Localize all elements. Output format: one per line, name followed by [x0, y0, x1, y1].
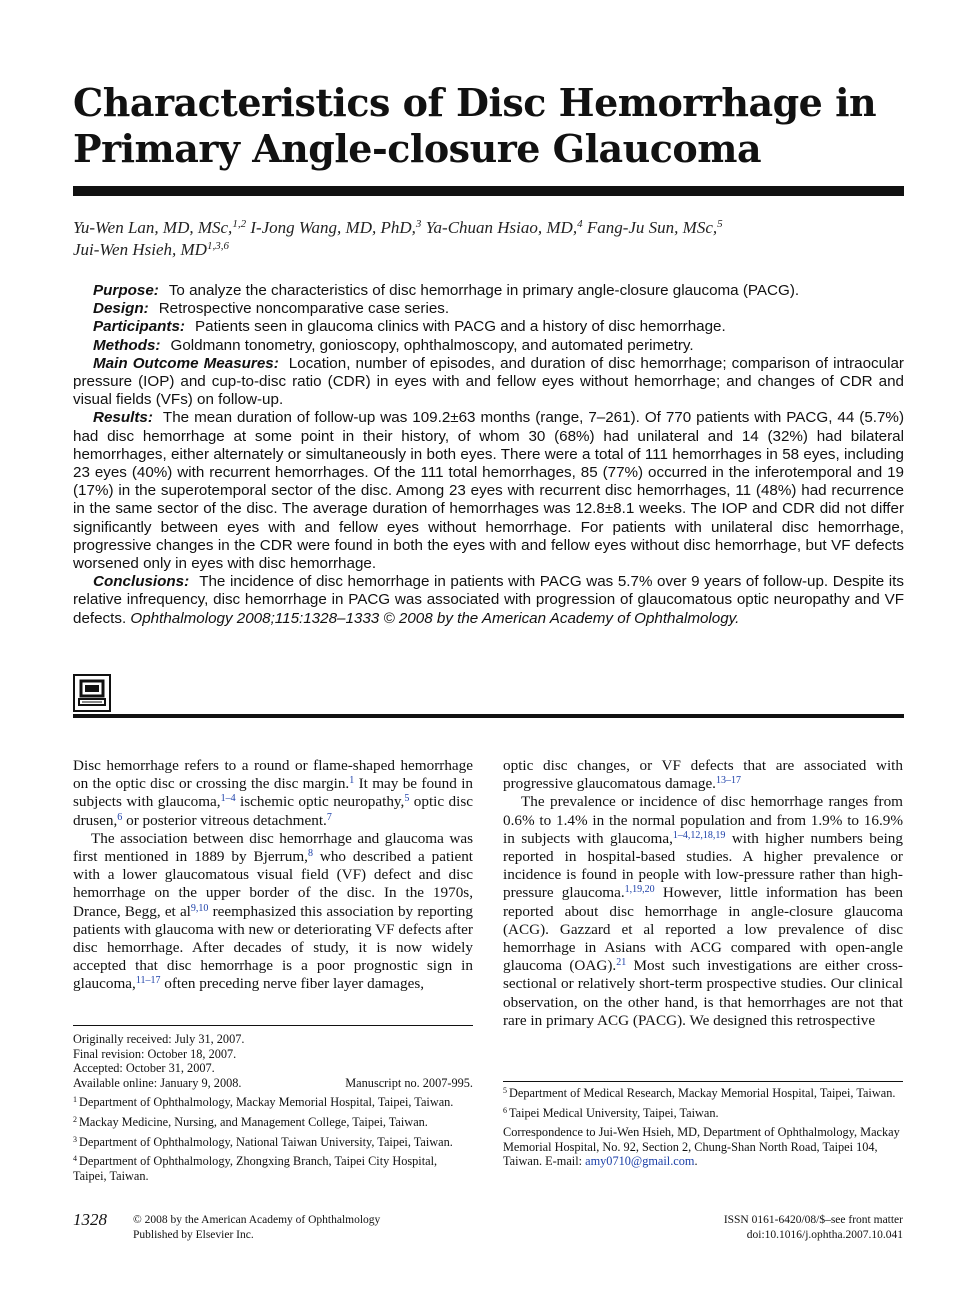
body-text: It may be found in subjects with glaucoma,	[73, 775, 474, 811]
abstract-text: Goldmann tonometry, gonioscopy, ophthalmoscopy, and automated perimetry.	[170, 336, 694, 354]
body-text: with higher numbers being reported in hospital-based studies. A higher prevalence or incidence is found in people with low-pressure rather than high-pressure glaucoma.	[503, 829, 903, 902]
body-paragraph	[503, 793, 903, 1030]
body-text: The prevalence or incidence of disc hemorrhage ranges from 0.6% to 1.4% in the normal population and from 1.9% to 16.9% in subjects with glaucoma,	[503, 793, 903, 847]
affiliation-number: 1	[73, 1095, 77, 1105]
author-name: Fang-Ju Sun, MSc,	[586, 218, 718, 237]
affiliation-number: 6	[503, 1105, 507, 1115]
online-row	[73, 1076, 473, 1091]
affiliation-number: 5	[503, 1086, 507, 1095]
affiliation-text: Taipei Medical University, Taipei, Taiwan.	[509, 1105, 719, 1120]
reference-link[interactable]: 13–17	[715, 775, 741, 787]
footnote-rule	[503, 1081, 903, 1082]
email-link[interactable]: amy0710@gmail.com	[585, 1154, 695, 1169]
body-text: who described a patient with a lower glaucomatous visual field (VF) defect and disc hemorrhage on the upper border of the disc. In the 1970s, Drance, Begg, et al	[73, 848, 474, 920]
abstract-label: Methods:	[93, 336, 161, 354]
author-affiliation: 3	[415, 218, 422, 230]
body-text: optic disc changes, or VF defects that are associated with progressive glaucomatous damage.	[503, 757, 903, 793]
correspondence	[503, 1125, 903, 1169]
reference-link[interactable]: 9,10	[190, 902, 209, 914]
abstract-text: Patients seen in glaucoma clinics with PACG and a history of disc hemorrhage.	[195, 318, 726, 336]
affiliation-number: 2	[73, 1114, 77, 1124]
affiliation-footnote	[503, 1086, 903, 1101]
footnotes-left	[73, 1032, 473, 1183]
reference-link[interactable]: 6	[117, 811, 123, 823]
reference-link[interactable]: 11–17	[135, 975, 161, 987]
author-name: Jui-Wen Hsieh, MD	[73, 240, 207, 259]
abstract-methods	[73, 337, 904, 355]
footnotes-right	[503, 1086, 903, 1169]
footnote-rule	[73, 1025, 473, 1026]
revision-date: Final revision: October 18, 2007.	[73, 1046, 237, 1061]
page-number: 1328	[73, 1210, 107, 1229]
body-text: reemphasized this association by reporting patients with glaucoma with new or deteriorating VF defects after disc hemorrhage. After decades of study, it is now widely accepted that disc hemorrhage is a poor prognostic sign in glaucoma,	[73, 902, 473, 993]
affiliation-text: Mackay Medicine, Nursing, and Management College, Taipei, Taiwan.	[79, 1114, 428, 1129]
accepted-date: Accepted: October 31, 2007.	[73, 1061, 215, 1076]
abstract-label: Main Outcome Measures:	[93, 354, 279, 372]
body-text: However, little information has been reported about disc hemorrhage in angle-closure glaucoma (ACG). Gazzard et al reported a low prevalence of disc hemorrhage in Asians with ACG compared with open-angle glaucoma (OAG).	[503, 884, 903, 975]
body-text: often preceding nerve fiber layer damages,	[160, 975, 425, 993]
abstract-text: Retrospective noncomparative case series.	[158, 300, 450, 318]
journal-citation: Ophthalmology 2008;115:1328–1333 © 2008 by the American Academy of Ophthalmology.	[130, 609, 740, 627]
reference-link[interactable]: 1–4	[220, 793, 236, 805]
abstract-text: The mean duration of follow-up was 109.2±63 months (range, 7–261). Of 770 patients with PACG, 44 (5.7%) had disc hemorrhage at some point in their history, of whom 30 (68%) had unilateral and 14 (32%) had bilateral hemorrhages, either alternately or simultaneously in both eyes. There were a total of 111 hemorrhages in 58 eyes, including 23 eyes (40%) with recurrent hemorrhages. Of the 111 total hemorrhages, 85 (77%) occurred in the inferotemporal and 19 (17%) in the superotemporal sector of the disc. Among 23 eyes with recurrent disc hemorrhages, 11 (48%) had recurrence in the same sector of the disc. The average duration of hemorrhages was 12.8±8.1 weeks. The IOP and CDR did not differ significantly between eyes with and fellow eyes without hemorrhage. For patients with unilateral disc hemorrhage, progressive changes in the CDR were found in both the eyes with and fellow eyes without disc hemorrhage, but VF defects worsened only in eyes with disc hemorrhage.	[73, 409, 904, 573]
author-affiliation: 1,3,6	[206, 240, 229, 252]
abstract-design	[73, 300, 904, 318]
body-text: Most such investigations are either cross-sectional or relatively short-term prospective studies. Our clinical observation, on the other hand, is that hemorrhages are not that rare in primary ACG (PACG). We designed this retrospective	[503, 957, 903, 1029]
abstract-label: Participants:	[93, 318, 185, 336]
footer-publisher	[133, 1213, 380, 1243]
abstract-label: Design:	[93, 300, 149, 318]
abstract	[73, 282, 904, 628]
affiliation-footnote	[73, 1154, 473, 1183]
affiliation-text: Department of Ophthalmology, National Taiwan University, Taipei, Taiwan.	[79, 1134, 453, 1149]
author-list	[73, 217, 903, 261]
article-title: Characteristics of Disc Hemorrhage in Primary Angle-closure Glaucoma	[73, 80, 877, 171]
abstract-rule	[73, 714, 904, 718]
affiliation-text: Department of Medical Research, Mackay Memorial Hospital, Taipei, Taiwan.	[509, 1086, 896, 1100]
abstract-conclusions	[73, 573, 904, 628]
footer-identifiers	[724, 1213, 903, 1243]
author-affiliation: 5	[717, 218, 723, 230]
doi-line: doi:10.1016/j.ophtha.2007.10.041	[746, 1229, 903, 1241]
body-paragraph	[503, 757, 903, 793]
reference-link[interactable]: 7	[326, 811, 332, 823]
body-text: optic disc drusen,	[73, 793, 474, 829]
body-text: ischemic optic neuropathy,	[235, 793, 405, 811]
abstract-participants	[73, 318, 904, 336]
abstract-text: To analyze the characteristics of disc hemorrhage in primary angle-closure glaucoma (PACG).	[168, 282, 800, 299]
abstract-text: Location, number of episodes, and duration of disc hemorrhage; comparison of intraocular pressure (IOP) and cup-to-disc ratio (CDR) in eyes with and fellow eyes without hemorrhage; and changes of CDR and visual fields (VFs) on follow-up.	[73, 354, 904, 409]
correspondence-text: Correspondence to Jui-Wen Hsieh, MD, Department of Ophthalmology, Mackay Memorial Hospital, No. 92, Section 2, Chung-Shan North Road, Taipei 104, Taiwan. E-mail:	[503, 1125, 900, 1169]
body-paragraph	[73, 830, 473, 994]
abstract-label: Conclusions:	[93, 573, 190, 591]
affiliation-text: Department of Ophthalmology, Zhongxing Branch, Taipei City Hospital, Taipei, Taiwan.	[73, 1154, 438, 1183]
abstract-label: Purpose:	[93, 282, 159, 299]
body-text: Disc hemorrhage refers to a round or flame-shaped hemorrhage on the optic disc or crossing the disc margin.	[73, 757, 473, 793]
author-affiliation: 1,2	[232, 218, 247, 230]
affiliation-footnote	[503, 1106, 903, 1121]
abstract-results	[73, 409, 904, 573]
body-text: or posterior vitreous detachment.	[122, 811, 327, 829]
author-name: I-Jong Wang, MD, PhD,	[250, 218, 416, 237]
publisher-line: Published by Elsevier Inc.	[133, 1229, 254, 1241]
author-name: Ya-Chuan Hsiao, MD,	[425, 218, 578, 237]
reference-link[interactable]: 1–4,12,18,19	[672, 829, 726, 841]
title-rule	[73, 186, 904, 196]
body-column-right	[503, 757, 903, 1030]
abstract-text: The incidence of disc hemorrhage in patients with PACG was 5.7% over 9 years of follow-up. Despite its relative infrequency, disc hemorrhage in PACG was associated with progression of glaucomatous optic neuropathy and VF defects.	[73, 573, 904, 627]
abstract-purpose	[73, 282, 904, 300]
reference-link[interactable]: 5	[404, 793, 410, 805]
issn-line: ISSN 0161-6420/08/$–see front matter	[723, 1214, 903, 1226]
reference-link[interactable]: 1	[349, 775, 355, 787]
affiliation-number: 3	[73, 1134, 77, 1144]
body-text: The association between disc hemorrhage and glaucoma was first mentioned in 1889 by Bjerrum,	[73, 829, 473, 866]
abstract-label: Results:	[93, 409, 153, 427]
affiliation-number: 4	[73, 1154, 77, 1164]
affiliation-footnote	[73, 1095, 473, 1110]
author-name: Yu-Wen Lan, MD, MSc,	[73, 218, 233, 237]
reference-link[interactable]: 1,19,20	[624, 884, 655, 896]
reference-link[interactable]: 8	[307, 848, 313, 860]
body-column-left	[73, 757, 473, 994]
computer-monitor-icon	[73, 674, 111, 712]
online-date: Available online: January 9, 2008.	[73, 1075, 242, 1090]
body-paragraph	[73, 757, 473, 830]
affiliation-text: Department of Ophthalmology, Mackay Memorial Hospital, Taipei, Taiwan.	[79, 1095, 454, 1110]
manuscript-number: Manuscript no. 2007-995.	[345, 1075, 473, 1090]
reference-link[interactable]: 21	[616, 957, 627, 969]
received-date: Originally received: July 31, 2007.	[73, 1032, 245, 1046]
correspondence-end: .	[694, 1154, 698, 1169]
copyright-line: © 2008 by the American Academy of Ophthalmology	[133, 1214, 381, 1226]
affiliation-footnote	[73, 1135, 473, 1150]
author-affiliation: 4	[577, 218, 583, 230]
affiliation-footnote	[73, 1115, 473, 1130]
abstract-outcomes	[73, 355, 904, 410]
